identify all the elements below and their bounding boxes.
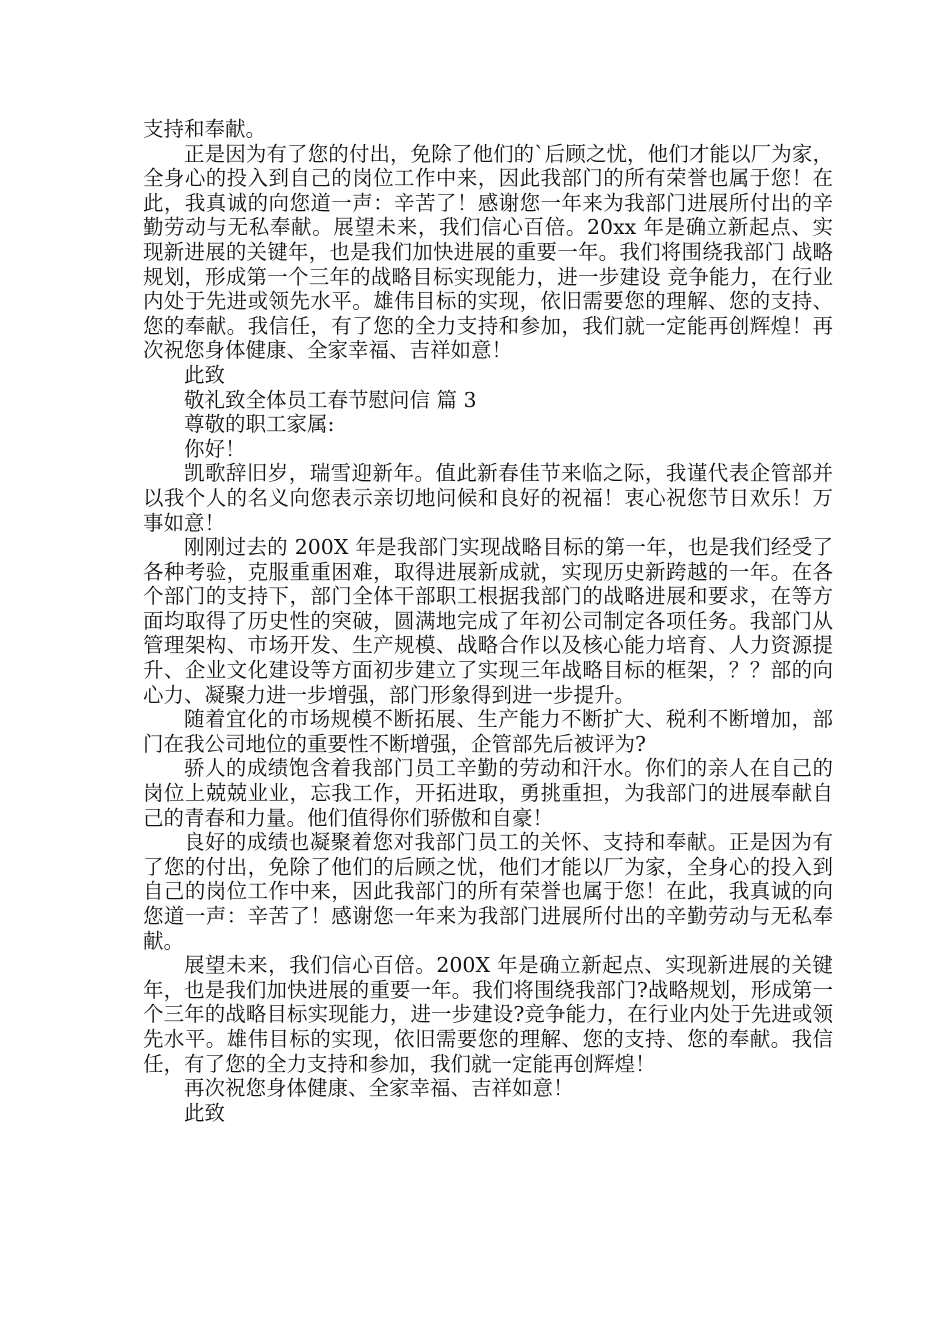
paragraph-outlook: 展望未来，我们信心百倍。200X 年是确立新起点、实现新进展的关键年，也是我们加快进展的重要一年。我们将围绕我部门?战略规划，形成第一个三年的战略目标实现能力，进一步建设?竞争能力，在行业内处于先进或领先水平。雄伟目标的实现，依旧需要您的理解、您的支持、您的奉献。我信任，有了您的全力支持和参加，我们就一定能再创辉煌！ <box>143 953 833 1076</box>
closing-salutation: 此致 <box>184 362 225 387</box>
paragraph-wishes: 再次祝您身体健康、全家幸福、吉祥如意！ <box>184 1076 574 1101</box>
paragraph-new-year: 凯歌辞旧岁，瑞雪迎新年。值此新春佳节来临之际，我谨代表企管部并以我个人的名义向您表示亲切地问候和良好的祝福！衷心祝您节日欢乐！万事如意！ <box>143 461 833 535</box>
paragraph-past-year: 刚刚过去的 200X 年是我部门实现战略目标的第一年，也是我们经受了各种考验，克服重重困难，取得进展新成就，实现历史新跨越的一年。在各个部门的支持下，部门全体干部职工根据我部门的战略进展和要求，在等方面均取得了历史性的突破，圆满地完成了年初公司制定各项任务。我部门从管理架构、市场开发、生产规模、战略合作以及核心能力培育、人力资源提升、企业文化建设等方面初步建立了实现三年战略目标的框架，？？部的向心力、凝聚力进一步增强，部门形象得到进一步提升。 <box>143 535 833 707</box>
paragraph-thanks: 正是因为有了您的付出，免除了他们的`后顾之忧，他们才能以厂为家，全身心的投入到自己的岗位工作中来，因此我部门的所有荣誉也属于您！在此，我真诚的向您道一声：辛苦了！感谢您一年来为我部门进展所付出的辛勤劳动与无私奉献。展望未来，我们信心百倍。20xx 年是确立新起点、实现新进展的关键年，也是我们加快进展的重要一年。我们将围绕我部门 战略规划，形成第一个三年的战略目标实现能力，进一步建设 竞争能力，在行业内处于先进或领先水平。雄伟目标的实现，依旧需要您的理解、您的支持、您的奉献。我信任，有了您的全力支持和参加，我们就一定能再创辉煌！再次祝您身体健康、全家幸福、吉祥如意！ <box>143 141 833 363</box>
closing-salutation-final: 此致 <box>184 1100 225 1125</box>
paragraph-achievements: 骄人的成绩饱含着我部门员工辛勤的劳动和汗水。你们的亲人在自己的岗位上兢兢业业，忘我工作，开拓进取，勇挑重担，为我部门的进展奉献自己的青春和力量。他们值得你们骄傲和自豪！ <box>143 756 833 830</box>
letter-greeting: 你好！ <box>184 436 246 461</box>
paragraph-market: 随着宜化的市场规模不断拓展、生产能力不断扩大、税利不断增加，部门在我公司地位的重要性不断增强，企管部先后被评为? <box>143 707 833 756</box>
letter-addressee: 尊敬的职工家属: <box>184 412 335 437</box>
paragraph-family-support: 良好的成绩也凝聚着您对我部门员工的关怀、支持和奉献。正是因为有了您的付出，免除了他们的后顾之忧，他们才能以厂为家，全身心的投入到自己的岗位工作中来，因此我部门的所有荣誉也属于您！在此，我真诚的向您道一声：辛苦了！感谢您一年来为我部门进展所付出的辛勤劳动与无私奉献。 <box>143 830 833 953</box>
paragraph-continuation: 支持和奉献。 <box>143 117 266 141</box>
document-page <box>143 117 833 1125</box>
section-heading: 敬礼致全体员工春节慰问信 篇 3 <box>184 387 477 412</box>
